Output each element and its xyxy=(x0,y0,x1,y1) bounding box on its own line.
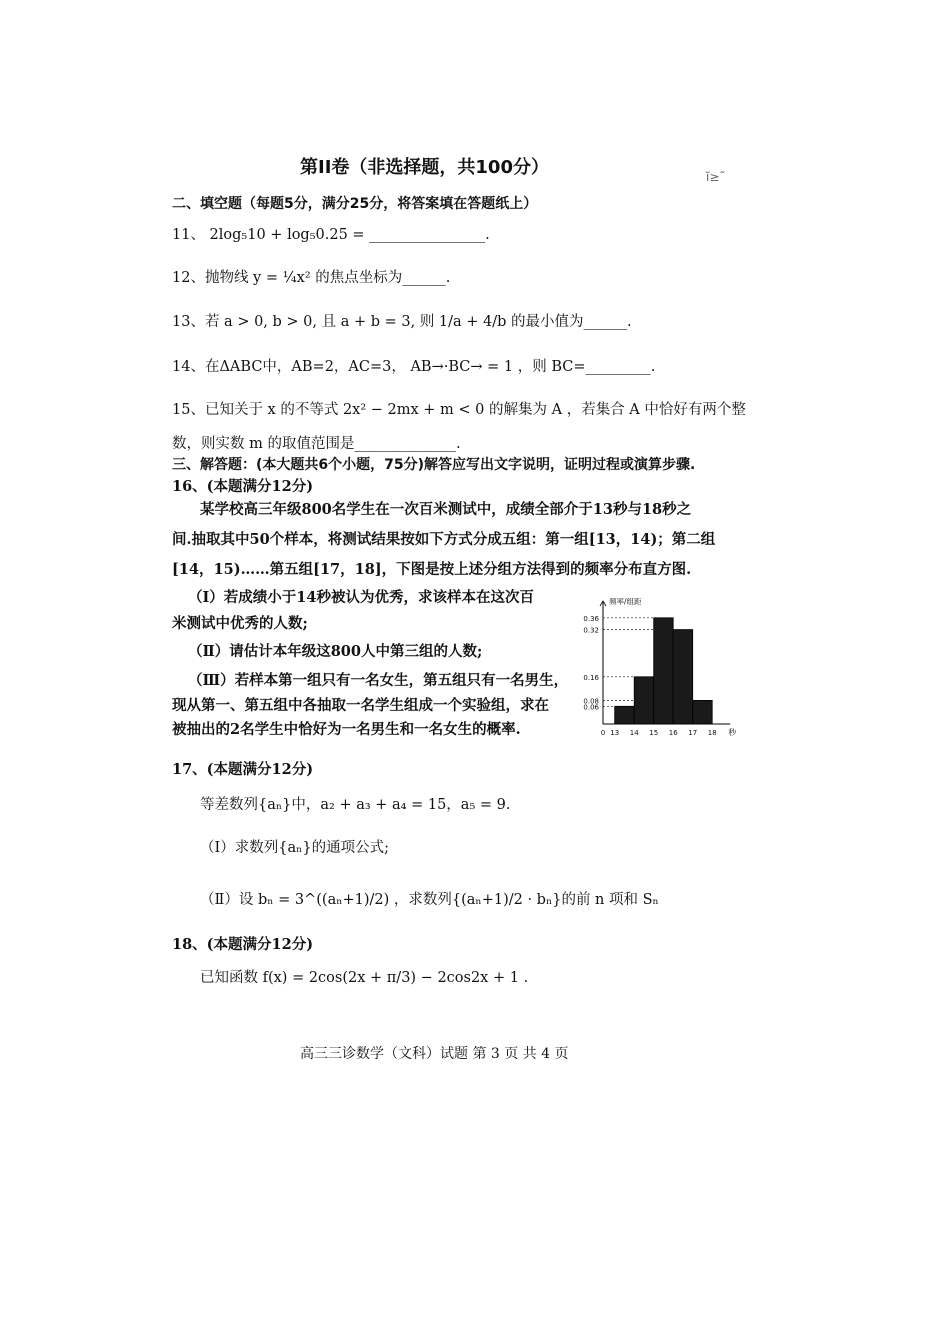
histogram-bar xyxy=(654,618,674,724)
y-tick-label: 0.16 xyxy=(583,673,599,682)
y-tick-label: 0.06 xyxy=(583,703,599,712)
x-tick-label: 18 xyxy=(707,729,717,737)
y-tick-label: 0.32 xyxy=(583,626,599,635)
x-tick-label: 15 xyxy=(649,729,659,737)
section3-header: 三、解答题：(本大题共6个小题，75分)解答应写出文字说明，证明过程或演算步骤. xyxy=(172,457,696,473)
question-17-given: 等差数列{aₙ}中，a₂ + a₃ + a₄ = 15，a₅ = 9. xyxy=(200,797,511,813)
question-17-part-i: （Ⅰ）求数列{aₙ}的通项公式; xyxy=(200,840,389,856)
question-17-part-ii: （Ⅱ）设 bₙ = 3^((aₙ+1)/2) ，求数列{(aₙ+1)/2 · bₙ}的前 n 项和 Sₙ xyxy=(200,892,659,908)
x-tick-label: 14 xyxy=(629,729,639,737)
page-footer: 高三三诊数学（文科）试题 第 3 页 共 4 页 xyxy=(300,1046,569,1062)
x-axis-label: 秒 xyxy=(728,728,737,737)
histogram-bar xyxy=(673,630,693,724)
question-15-line1: 15、已知关于 x 的不等式 2x² − 2mx + m < 0 的解集为 A ，若集合 A 中恰好有两个整 xyxy=(172,402,746,418)
scan-artifact: ĩ≥˜ xyxy=(706,170,726,184)
question-16-p2: 间.抽取其中50个样本，将测试结果按如下方式分成五组：第一组[13，14)；第二组 xyxy=(172,531,716,548)
histogram-bars xyxy=(615,618,713,724)
question-16-part-i-2: 米测试中优秀的人数; xyxy=(172,615,308,632)
x-tick-label: 0 xyxy=(600,729,606,737)
question-16-part-iii-2: 现从第一、第五组中各抽取一名学生组成一个实验组，求在 xyxy=(172,697,549,714)
histogram-bar xyxy=(634,677,654,724)
question-16-head: 16、(本题满分12分) xyxy=(172,478,314,495)
question-14: 14、在ΔABC中，AB=2，AC=3， AB→·BC→ = 1 ，则 BC=_________. xyxy=(172,359,656,375)
section2-header: 二、填空题（每题5分，满分25分，将答案填在答题纸上） xyxy=(172,196,538,212)
question-16-part-iii-1: （Ⅲ）若样本第一组只有一名女生，第五组只有一名男生， xyxy=(188,672,569,689)
y-tick-label: 0.08 xyxy=(583,697,599,706)
x-tick-label: 13 xyxy=(610,729,620,737)
part-title: 第II卷（非选择题，共100分） xyxy=(300,157,549,178)
x-tick-label: 16 xyxy=(668,729,678,737)
question-13: 13、若 a > 0, b > 0, 且 a + b = 3, 则 1/a + 4/b 的最小值为______. xyxy=(172,314,632,330)
question-16-part-ii: （Ⅱ）请估计本年级这800人中第三组的人数; xyxy=(188,643,483,660)
question-16-part-iii-3: 被抽出的2名学生中恰好为一名男生和一名女生的概率. xyxy=(172,721,521,738)
question-17-head: 17、(本题满分12分) xyxy=(172,761,314,778)
question-11: 11、 2log₅10 + log₅0.25 = ________________. xyxy=(172,227,490,243)
question-18-given: 已知函数 f(x) = 2cos(2x + π/3) − 2cos2x + 1 . xyxy=(200,970,529,986)
x-tick-label: 17 xyxy=(688,729,698,737)
frequency-histogram xyxy=(570,598,770,748)
question-16-p1: 某学校高三年级800名学生在一次百米测试中，成绩全部介于13秒与18秒之 xyxy=(200,501,692,518)
question-16-p3: [14，15)……第五组[17，18]，下图是按上述分组方法得到的频率分布直方图. xyxy=(172,561,692,578)
question-16-part-i-1: （Ⅰ）若成绩小于14秒被认为优秀，求该样本在这次百 xyxy=(188,589,534,606)
question-15-line2: 数，则实数 m 的取值范围是______________. xyxy=(172,436,461,452)
y-tick-label: 0.36 xyxy=(583,614,599,623)
histogram-bar xyxy=(615,706,635,724)
histogram-bar xyxy=(693,700,713,724)
question-18-head: 18、(本题满分12分) xyxy=(172,936,314,953)
y-axis-label: 频率/组距 xyxy=(609,598,642,606)
question-12: 12、抛物线 y = ¼x² 的焦点坐标为______. xyxy=(172,270,451,286)
